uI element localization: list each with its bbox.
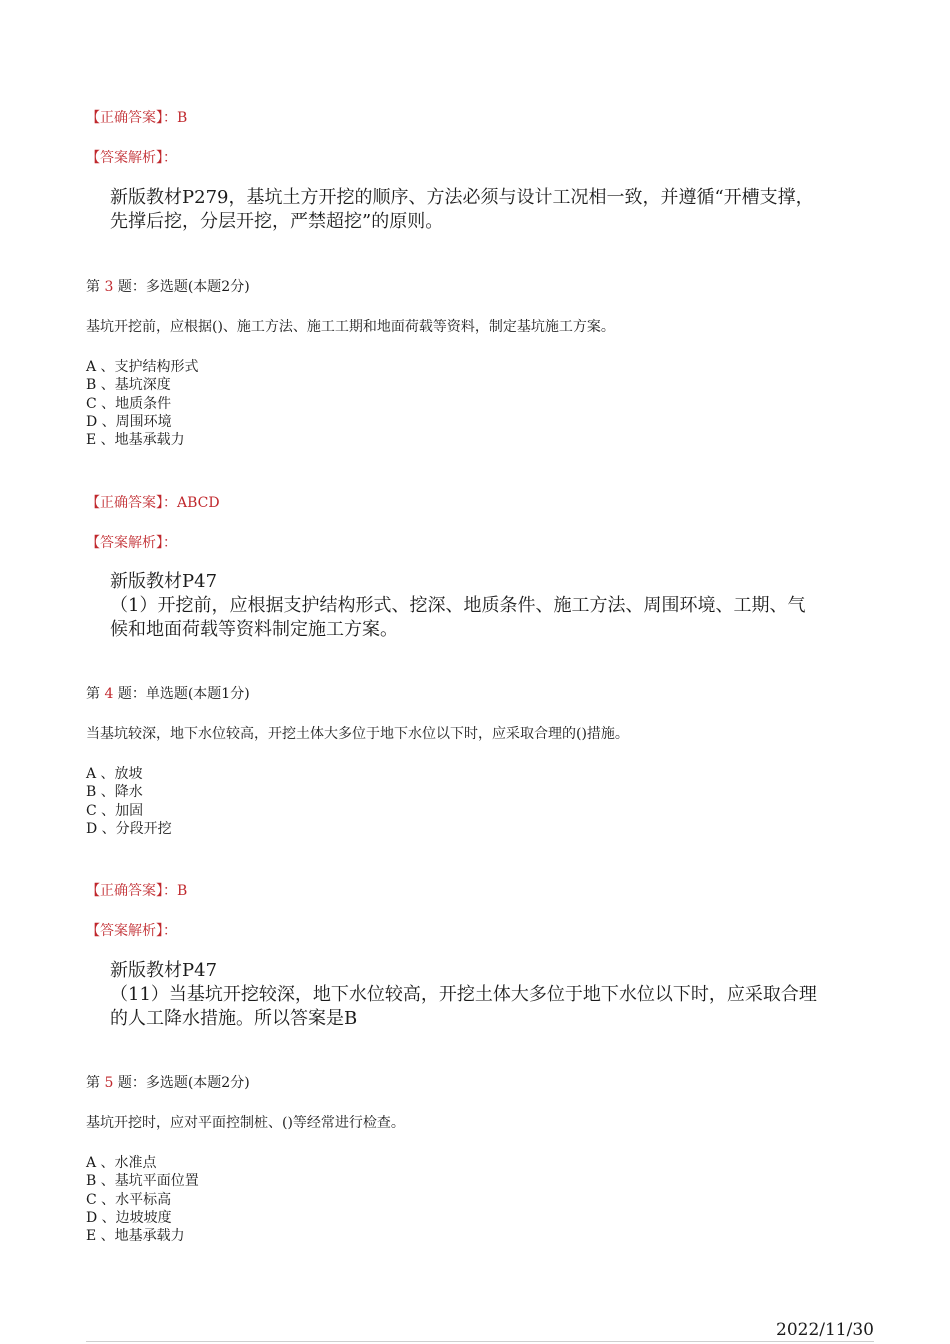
option-c: C 、加固 bbox=[86, 802, 144, 819]
analysis-line: 的人工降水措施。所以答案是B bbox=[110, 1008, 358, 1029]
answer-label: 【正确答案】： bbox=[86, 883, 177, 899]
option-list bbox=[86, 358, 199, 449]
analysis-line: 新版教材P47 bbox=[110, 960, 218, 981]
option-c: C 、地质条件 bbox=[86, 395, 172, 412]
option-a: A 、支护结构形式 bbox=[86, 359, 199, 375]
answer-value: ABCD bbox=[177, 495, 220, 511]
question-type: 题：多选题(本题2分) bbox=[117, 1075, 250, 1091]
footer-date: 2022/11/30 bbox=[776, 1320, 874, 1340]
option-d: D 、周围环境 bbox=[86, 413, 172, 430]
analysis-line: 新版教材P279，基坑土方开挖的顺序、方法必须与设计工况相一致，并遵循“开槽支撑， bbox=[110, 187, 814, 208]
analysis-label: 【答案解析】： bbox=[86, 150, 177, 166]
answer-line-q4 bbox=[86, 882, 187, 900]
analysis-line: 候和地面荷载等资料制定施工方案。 bbox=[110, 619, 398, 640]
answer-line-q2 bbox=[86, 109, 187, 127]
analysis-line: （1）开挖前，应根据支护结构形式、挖深、地质条件、施工方法、周围环境、工期、气 bbox=[110, 595, 806, 616]
option-b: B 、基坑平面位置 bbox=[86, 1173, 199, 1190]
question-header-q5 bbox=[86, 1074, 250, 1092]
question-type: 题：单选题(本题1分) bbox=[117, 686, 250, 702]
footer-divider bbox=[86, 1341, 874, 1342]
question-type: 题：多选题(本题2分) bbox=[117, 279, 250, 295]
analysis-line: （11）当基坑开挖较深，地下水位较高，开挖土体大多位于地下水位以下时，应采取合理 bbox=[110, 984, 817, 1005]
answer-value: B bbox=[177, 110, 188, 126]
option-d: D 、分段开挖 bbox=[86, 820, 172, 837]
analysis-line: 先撑后挖，分层开挖，严禁超挖”的原则。 bbox=[110, 211, 444, 232]
question-stem: 当基坑较深，地下水位较高，开挖土体大多位于地下水位以下时，应采取合理的()措施。 bbox=[86, 726, 629, 742]
option-a: A 、放坡 bbox=[86, 766, 143, 782]
question-stem: 基坑开挖时，应对平面控制桩、()等经常进行检查。 bbox=[86, 1115, 405, 1131]
option-c: C 、水平标高 bbox=[86, 1191, 172, 1208]
analysis-line: 新版教材P47 bbox=[110, 571, 218, 592]
option-a: A 、水准点 bbox=[86, 1155, 157, 1171]
question-stem: 基坑开挖前，应根据()、施工方法、施工工期和地面荷载等资料，制定基坑施工方案。 bbox=[86, 319, 615, 335]
question-number: 3 bbox=[104, 279, 114, 295]
question-number: 5 bbox=[104, 1075, 114, 1091]
question-prefix: 第 bbox=[86, 279, 100, 295]
answer-line-q3 bbox=[86, 494, 220, 512]
option-b: B 、基坑深度 bbox=[86, 377, 171, 394]
answer-label: 【正确答案】： bbox=[86, 110, 177, 126]
question-prefix: 第 bbox=[86, 686, 100, 702]
answer-label: 【正确答案】： bbox=[86, 495, 177, 511]
option-b: B 、降水 bbox=[86, 784, 143, 801]
option-list bbox=[86, 765, 172, 838]
option-e: E 、地基承载力 bbox=[86, 1228, 185, 1245]
option-e: E 、地基承载力 bbox=[86, 432, 185, 449]
question-number: 4 bbox=[104, 686, 114, 702]
option-list bbox=[86, 1154, 199, 1245]
analysis-label: 【答案解析】： bbox=[86, 535, 177, 551]
answer-value: B bbox=[177, 883, 188, 899]
option-d: D 、边坡坡度 bbox=[86, 1209, 172, 1226]
analysis-label: 【答案解析】： bbox=[86, 923, 177, 939]
question-header-q3 bbox=[86, 278, 250, 296]
question-header-q4 bbox=[86, 685, 250, 703]
question-prefix: 第 bbox=[86, 1075, 100, 1091]
